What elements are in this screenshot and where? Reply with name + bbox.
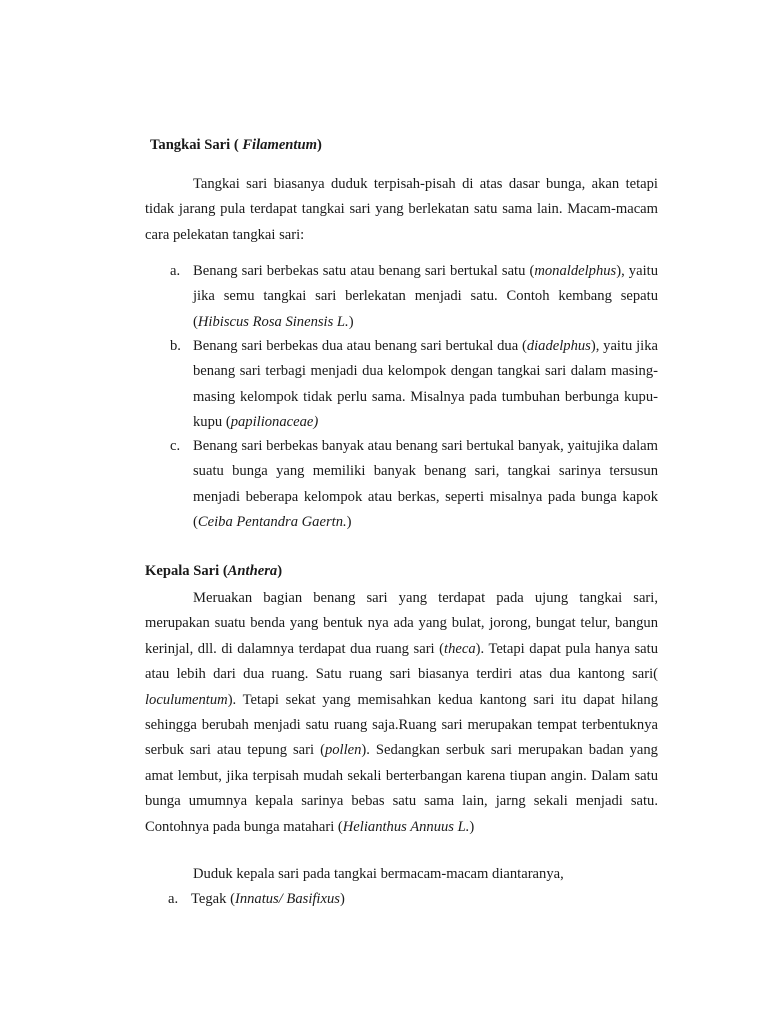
list-marker: c.: [170, 438, 181, 454]
heading-italic-term: Anthera: [227, 563, 278, 579]
list-item-text: Benang sari berbekas satu atau benang sari bertukal satu (monaldelphus), yaitu jika semu tangkai sari berlekatan menjadi satu. Contoh kembang sepatu (Hibiscus Rosa Sinensis L.): [193, 263, 658, 330]
heading-text-end: ): [277, 563, 283, 579]
intro-paragraph: [145, 172, 658, 248]
list-item: [170, 334, 658, 436]
heading-text: Tangkai Sari (: [150, 137, 243, 153]
heading-text-end: ): [316, 137, 322, 153]
list-item-text: Benang sari berbekas dua atau benang sari bertukal dua (diadelphus), yaitu jika benang sari terbagi menjadi dua kelompok dengan tangkai sari dalam masing-masing kelompok tidak perlu sama. Misalnya pada tumbuhan berbunga kupu-kupu (papilionaceae): [193, 338, 658, 431]
anthera-paragraph: Meruakan bagian benang sari yang terdapat pada ujung tangkai sari, merupakan suatu benda yang bentuk nya ada yang bulat, jorong, bungat telur, bangun kerinjal, dll. di dalamnya terdapat dua ruang sari (theca). Tetapi dapat pula hanya satu atau lebih dari dua ruang. Satu ruang sari biasanya terdiri atas dua kantong sari( loculumentum). Tetapi sekat yang memisahkan kedua kantong sari itu dapat hilang sehingga berubah menjadi satu ruang saja.Ruang sari merupakan tempat terbentuknya serbuk sari atau tepung sari (pollen). Sedangkan serbuk sari merupakan badan yang amat lembut, jika terpisah mudah sekali berterbangan karena tiupan angin. Dalam satu bunga umumnya kepala sarinya bebas satu sama lain, jarng sekali menjadi satu. Contohnya pada bunga matahari (Helianthus Annuus L.): [145, 590, 658, 835]
list-marker: a.: [170, 263, 181, 279]
duduk-text: Duduk kepala sari pada tangkai bermacam-macam diantaranya,: [193, 866, 564, 882]
heading-anthera: [145, 563, 282, 580]
heading-filamentum: [150, 137, 322, 154]
list-marker: a.: [168, 891, 179, 907]
list-item: [168, 887, 656, 912]
list-item: [170, 434, 658, 536]
heading-italic-term: Filamentum: [242, 137, 317, 153]
intro-text: Tangkai sari biasanya duduk terpisah-pisah di atas dasar bunga, akan tetapi tidak jarang pula terdapat tangkai sari yang berlekatan satu sama lain. Macam-macam cara pelekatan tangkai sari:: [145, 176, 658, 243]
duduk-paragraph: [145, 862, 658, 887]
heading-text: Kepala Sari (: [145, 563, 228, 579]
list-item-text: Tegak (Innatus/ Basifixus): [191, 891, 345, 907]
list-item: [170, 259, 658, 335]
list-marker: b.: [170, 338, 181, 354]
list-item-text: Benang sari berbekas banyak atau benang sari bertukal banyak, yaitujika dalam suatu bunga yang memiliki banyak benang sari, tangkai sarinya tersusun menjadi beberapa kelompok atau berkas, seperti misalnya pada bunga kapok (Ceiba Pentandra Gaertn.): [193, 438, 658, 531]
